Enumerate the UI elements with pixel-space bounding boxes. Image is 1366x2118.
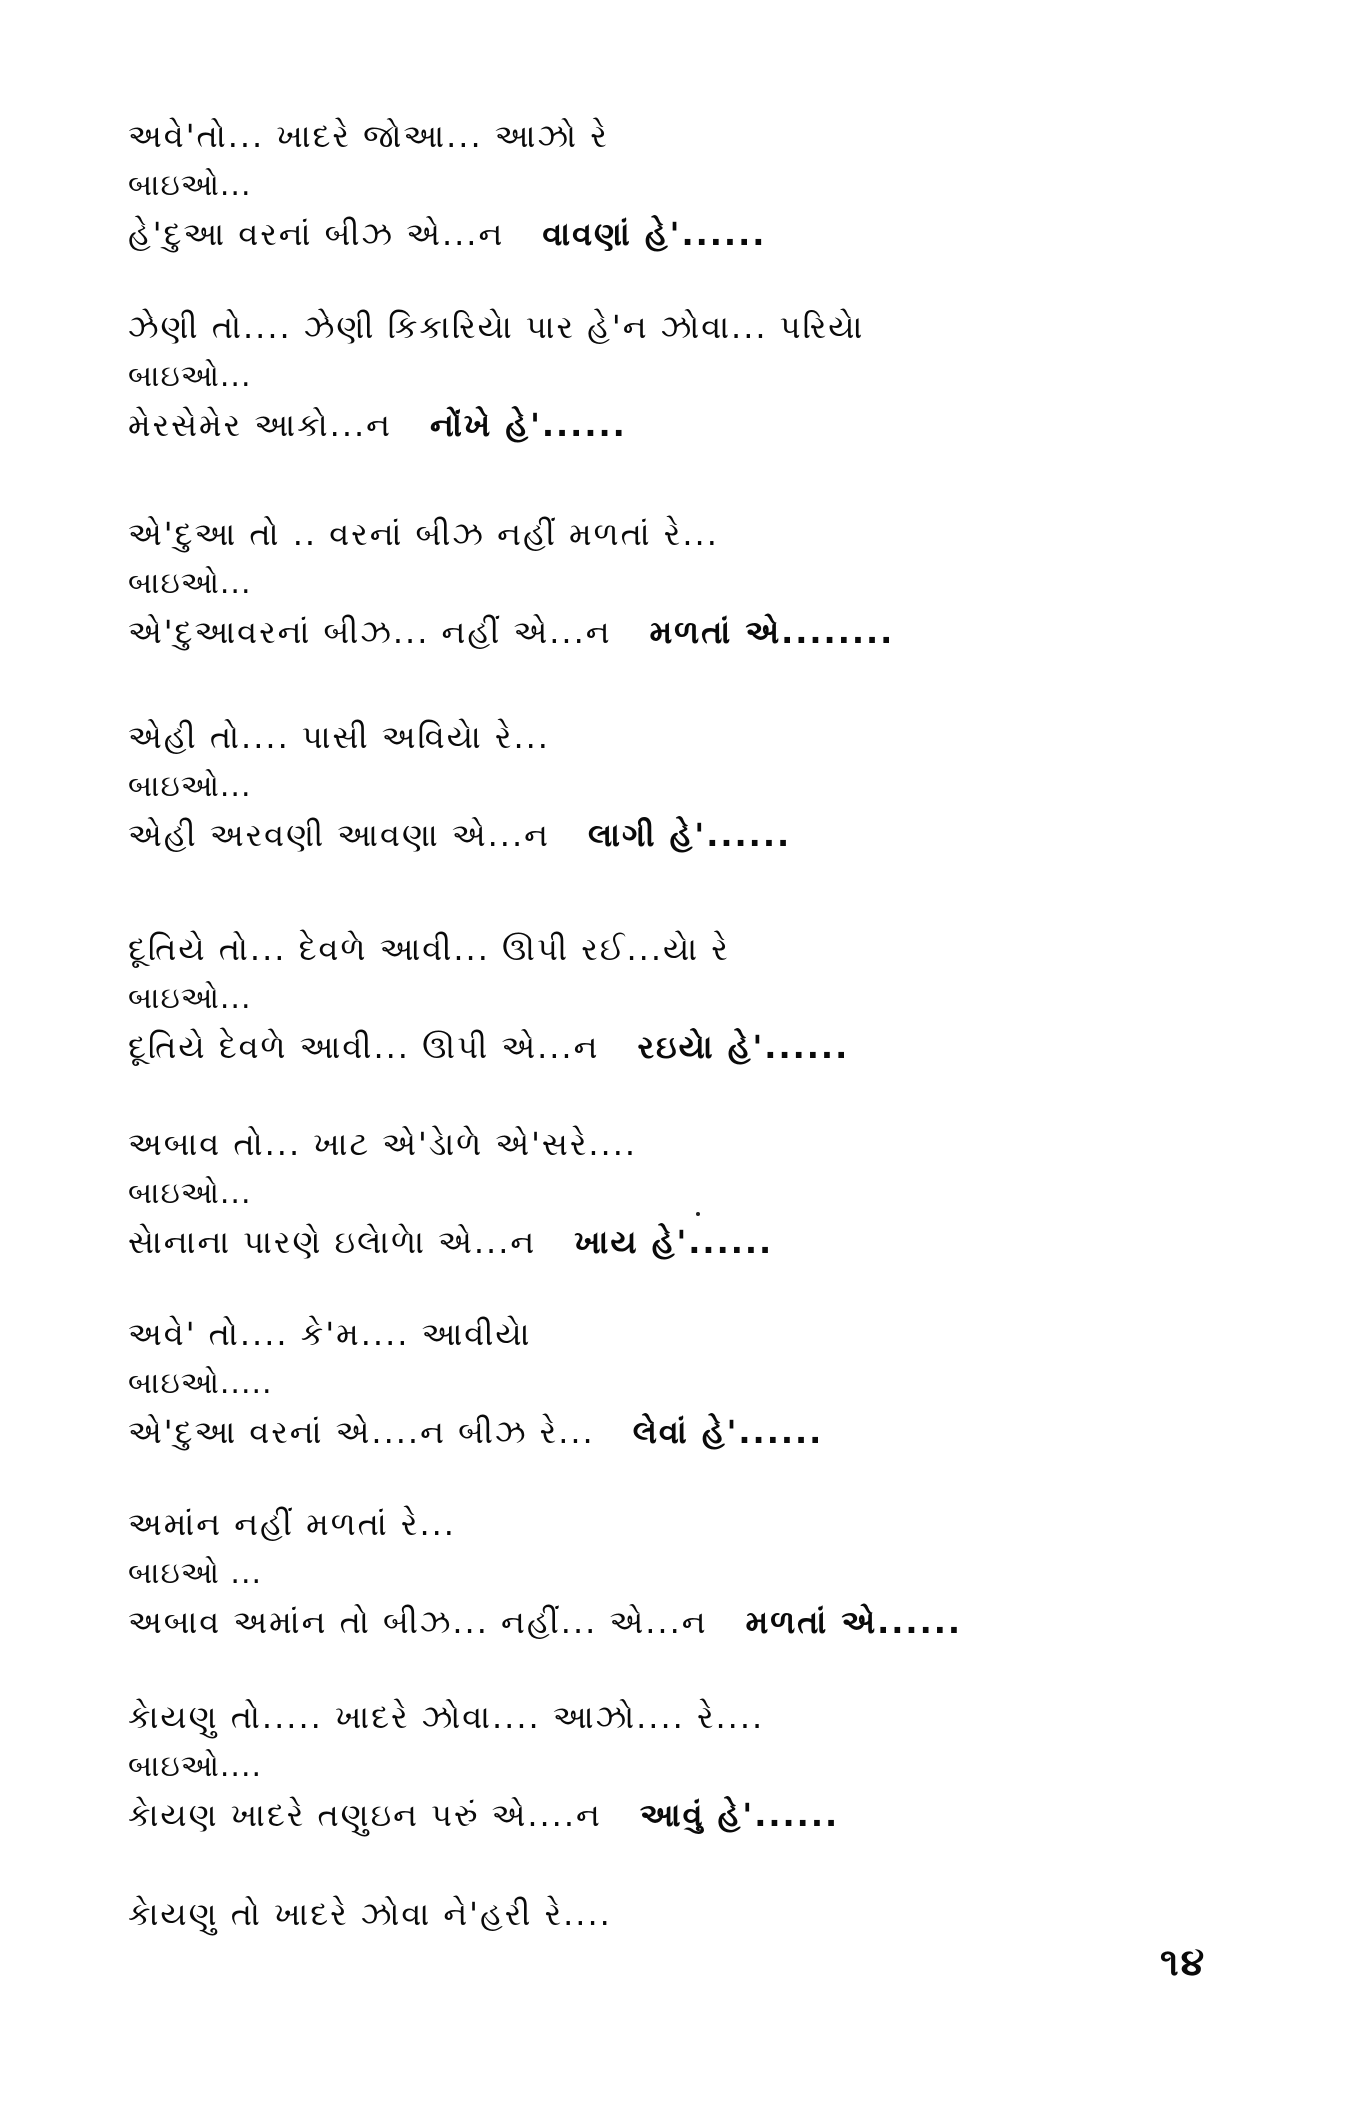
verse-text: સેાનાના પારણે ઇલેાળેા એ...ન <box>128 1223 537 1261</box>
refrain-line: બાઇઓ..... <box>128 1366 273 1401</box>
emphasized-word: નોંખે હે'...... <box>430 406 627 444</box>
verse-line <box>128 1598 1128 1647</box>
verse-line <box>128 811 1128 860</box>
verse-line <box>128 210 1128 259</box>
page-number: ૧૪ <box>1160 1940 1207 1984</box>
emphasized-word: લાગી હે'...... <box>587 816 792 854</box>
verse-text: અબાવ અમાંન તો બીઝ... નહીં... એ...ન <box>128 1603 708 1641</box>
emphasized-word: લેવાં હે'...... <box>632 1413 824 1451</box>
verse-line <box>128 401 1128 450</box>
verse-text: એહી અરવણી આવણા એ...ન <box>128 816 550 854</box>
verse-line: અવે'તો... ખાદરે જોઆ... આઝો રે <box>128 117 609 155</box>
verse-line: દૂતિયે તો... દેવળે આવી... ઊપી રઈ...યેા રે <box>128 930 730 968</box>
verse-line <box>128 1023 1128 1072</box>
stanza-5 <box>128 925 1128 1072</box>
refrain-line: બાઇઓ... <box>128 981 252 1016</box>
refrain-line: બાઇઓ... <box>128 769 252 804</box>
verse-line: કેાયણુ તો..... ખાદરે ઝોવા.... આઝો.... રે.... <box>128 1698 765 1736</box>
emphasized-word: રઇયેા હે'...... <box>637 1028 850 1066</box>
verse-text: હે'દુઆ વરનાં બીઝ એ...ન <box>128 215 505 253</box>
refrain-line: બાઇઓ... <box>128 1176 252 1211</box>
verse-line: એહી તો.... પાસી અવિયેા રે... <box>128 718 550 756</box>
print-speck <box>696 1212 700 1216</box>
stanza-1 <box>128 112 1128 259</box>
refrain-line: બાઇઓ.... <box>128 1749 263 1784</box>
verse-line: અવે' તો.... કે'મ.... આવીયેા <box>128 1315 532 1353</box>
stanza-2 <box>128 303 1128 450</box>
verse-line <box>128 1408 1128 1457</box>
verse-text: એ'દુઆ વરનાં એ....ન બીઝ રે... <box>128 1413 595 1451</box>
emphasized-word: આવું હે'...... <box>639 1796 840 1834</box>
refrain-line: બાઇઓ ... <box>128 1556 263 1591</box>
emphasized-word: મળતાં એ........ <box>649 613 895 651</box>
refrain-line: બાઇઓ... <box>128 168 252 203</box>
verse-line <box>128 1791 1128 1840</box>
emphasized-word: ખાય હે'...... <box>574 1223 774 1261</box>
verse-text: મેરસેમેર આકો...ન <box>128 406 393 444</box>
verse-line: કેાયણુ તો ખાદરે ઝોવા ને'હરી રે.... <box>128 1895 612 1933</box>
emphasized-word: મળતાં એ...... <box>745 1603 963 1641</box>
stanza-6 <box>128 1120 1128 1267</box>
stanza-3 <box>128 510 1128 657</box>
stanza-8 <box>128 1500 1128 1647</box>
verse-text: કેાયણ ખાદરે તણુઇન પરું એ....ન <box>128 1796 602 1834</box>
emphasized-word: વાવણાં હે'...... <box>542 215 767 253</box>
verse-line: એ'દુઆ તો .. વરનાં બીઝ નહીં મળતાં રે... <box>128 515 719 553</box>
verse-text: એ'દુઆવરનાં બીઝ... નહીં એ...ન <box>128 613 612 651</box>
stanza-4 <box>128 713 1128 860</box>
verse-line: ઝેણી તો.... ઝેણી કિકારિયેા પાર હે'ન ઝોવા... પરિયેા <box>128 308 865 346</box>
verse-line <box>128 1218 1128 1267</box>
verse-text: દૂતિયે દેવળે આવી... ઊપી એ...ન <box>128 1028 600 1066</box>
refrain-line: બાઇઓ... <box>128 359 252 394</box>
verse-line: અબાવ તો... ખાટ એ'ડેાળે એ'સરે.... <box>128 1125 638 1163</box>
stanza-7 <box>128 1310 1128 1457</box>
final-stanza <box>128 1890 1128 1939</box>
verse-line <box>128 608 1128 657</box>
stanza-9 <box>128 1693 1128 1840</box>
verse-line: અમાંન નહીં મળતાં રે... <box>128 1505 456 1543</box>
refrain-line: બાઇઓ... <box>128 566 252 601</box>
